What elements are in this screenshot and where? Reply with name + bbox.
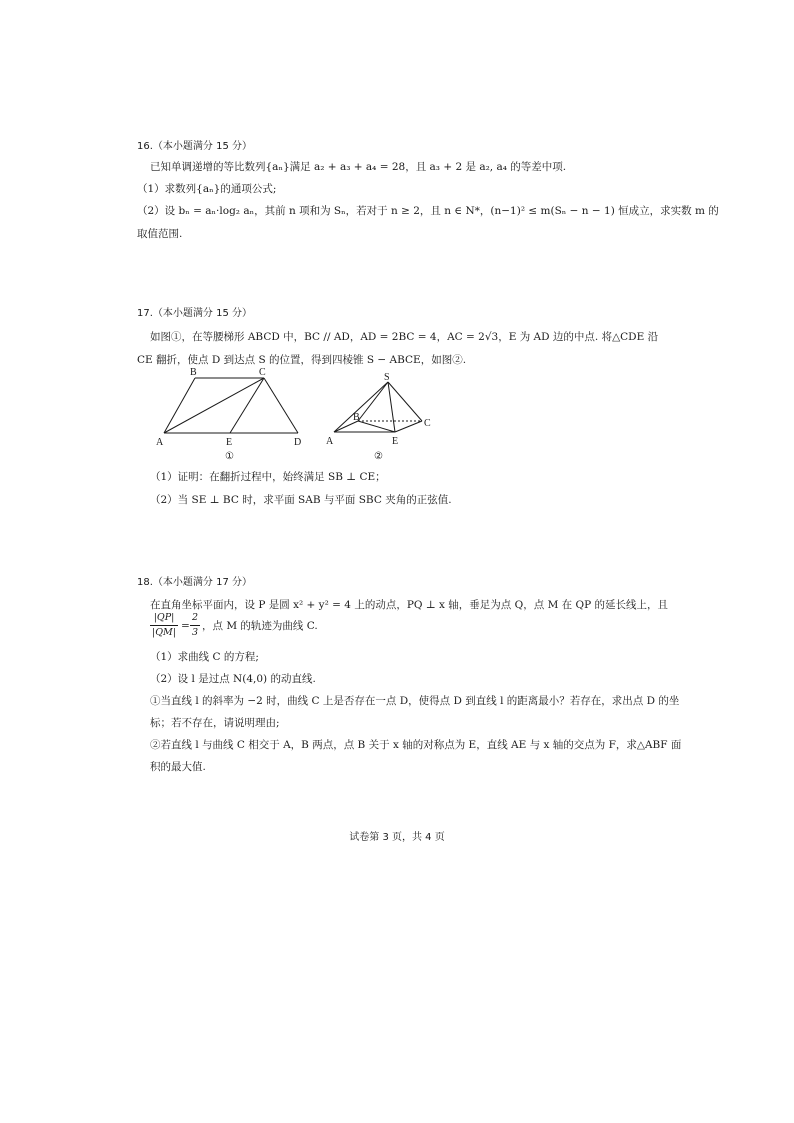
label-c: C: [424, 418, 431, 429]
frac-equals: =: [181, 620, 190, 632]
edge-cd: [264, 378, 298, 433]
q18-stem: 在直角坐标平面内，设 P 是圆 x² + y² = 4 上的动点，PQ ⊥ x 轴，垂足为点 Q，点 M 在 QP 的延长线上，且: [150, 599, 669, 611]
q18-sub1-cont: 标；若不存在，请说明理由;: [150, 717, 280, 729]
q17-part2: （2）当 SE ⊥ BC 时，求平面 SAB 与平面 SBC 夹角的正弦值.: [150, 494, 452, 506]
q16-stem: 已知单调递增的等比数列{aₙ}满足 a₂ + a₃ + a₄ = 28，且 a₃ + 2 是 a₂, a₄ 的等差中项.: [150, 161, 567, 173]
frac-value-bar: [190, 625, 200, 626]
label-s: S: [384, 372, 390, 383]
q18-part1: （1）求曲线 C 的方程;: [150, 651, 259, 663]
label-b: B: [190, 367, 197, 378]
edge-sa: [334, 382, 388, 432]
edge-sb: [358, 382, 388, 421]
q16-part2-cont: 取值范围.: [137, 228, 183, 240]
label-a: A: [156, 437, 164, 448]
edge-be: [358, 421, 395, 432]
label-c: C: [259, 367, 266, 378]
figure2-caption: ②: [374, 451, 383, 462]
segment-ce: [230, 378, 264, 433]
q18-sub1: ①当直线 l 的斜率为 −2 时，曲线 C 上是否存在一点 D，使得点 D 到直线 l 的距离最小？若存在，求出点 D 的坐: [150, 695, 680, 707]
label-d: D: [294, 437, 302, 448]
frac-denominator: |QM|: [152, 627, 176, 638]
frac-value-numerator: 2: [191, 612, 199, 623]
frac-value-denominator: 3: [191, 627, 199, 638]
figure1-caption: ①: [225, 451, 234, 462]
q18-header: 18.（本小题满分 17 分）: [137, 577, 252, 588]
q17-stem-cont: CE 翻折，使点 D 到达点 S 的位置，得到四棱锥 S − ABCE，如图②.: [137, 354, 467, 366]
q18-sub2-cont: 积的最大值.: [150, 761, 206, 773]
q18-stem-cont: ，点 M 的轨迹为曲线 C.: [202, 620, 318, 632]
page-footer: 试卷第 3 页，共 4 页: [349, 832, 445, 843]
q17-header: 17.（本小题满分 15 分）: [137, 308, 252, 319]
q16-part1: （1）求数列{aₙ}的通项公式;: [137, 183, 277, 195]
q16-part2: （2）设 bₙ = aₙ·log₂ aₙ，其前 n 项和为 Sₙ，若对于 n ≥ 2，且 n ∈ N*，(n−1)² ≤ m(Sₙ − n − 1) 恒成立，求实数 m 的: [137, 205, 719, 217]
label-a: A: [326, 436, 334, 447]
q17-stem: 如图①，在等腰梯形 ABCD 中，BC // AD，AD = 2BC = 4，AC = 2√3，E 为 AD 边的中点. 将△CDE 沿: [150, 331, 659, 343]
label-b: B: [353, 412, 360, 423]
figure-pyramid: [320, 370, 440, 465]
label-e: E: [226, 437, 233, 448]
frac-numerator: |QP|: [153, 612, 175, 623]
frac-bar: [150, 625, 178, 626]
q18-part2: （2）设 l 是过点 N(4,0) 的动直线.: [150, 673, 316, 685]
figure-trapezoid: [150, 363, 320, 465]
label-e: E: [392, 436, 399, 447]
q17-part1: （1）证明：在翻折过程中，始终满足 SB ⊥ CE；: [150, 471, 386, 483]
q16-header: 16.（本小题满分 15 分）: [137, 141, 252, 152]
edge-ec: [395, 421, 422, 432]
q18-sub2: ②若直线 l 与曲线 C 相交于 A，B 两点，点 B 关于 x 轴的对称点为 E，直线 AE 与 x 轴的交点为 F，求△ABF 面: [150, 739, 682, 751]
